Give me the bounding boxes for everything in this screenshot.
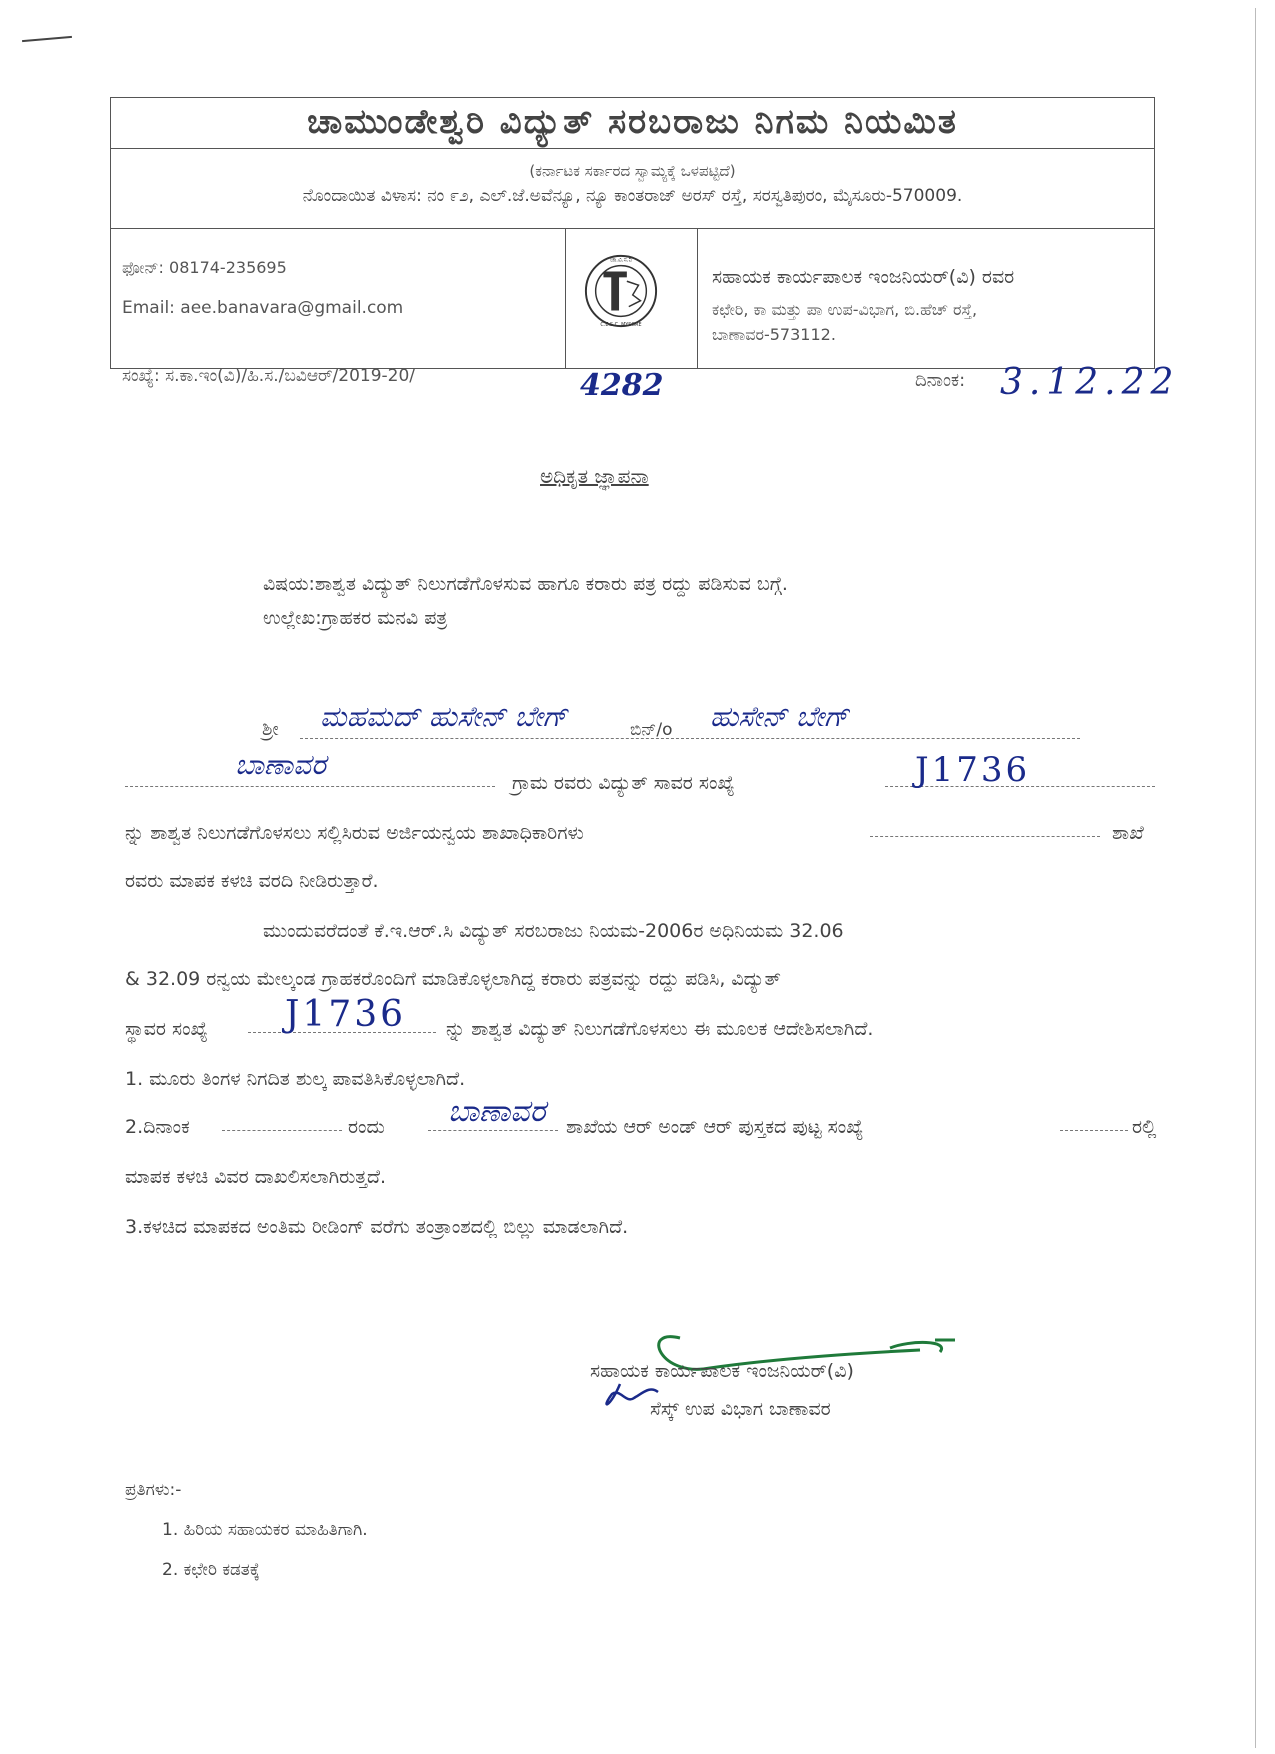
scan-mark: [22, 36, 72, 42]
father-name-handwritten: ಹುಸೇನ್ ಬೇಗ್: [710, 700, 849, 733]
date-handwritten: 3.12.22: [1000, 362, 1180, 403]
son-of-label: ಬಿನ್/o: [630, 720, 673, 740]
logo-text-bottom: C.E.S.C. MYSORE: [600, 322, 642, 329]
scan-edge-line: [1255, 8, 1256, 1748]
shri-label: ಶ್ರೀ: [262, 718, 279, 740]
office-line-3: ಬಾಣಾವರ-573112.: [712, 325, 836, 344]
item-2-branch-underline: [428, 1130, 558, 1131]
letterhead-divider-1: [110, 148, 1155, 149]
copies-label: ಪ್ರತಿಗಳು:-: [125, 1480, 182, 1500]
letterhead-vdivider-2: [697, 228, 698, 369]
item-2-on-label: ರಂದು: [348, 1116, 385, 1138]
copies-item-2: 2. ಕಛೇರಿ ಕಡತಕ್ಕೆ: [162, 1560, 260, 1580]
item-2-date-label: 2.ದಿನಾಂಕ: [125, 1116, 190, 1138]
phone-number: ಫೋನ್: 08174-235695: [122, 258, 287, 277]
office-line-1: ಸಹಾಯಕ ಕಾರ್ಯಪಾಲಕ ಇಂಜನಿಯರ್(ವಿ) ರವರ: [712, 266, 1015, 288]
body-line-4: ರವರು ಮಾಪಕ ಕಳಚಿ ವರದಿ ನೀಡಿರುತ್ತಾರೆ.: [125, 870, 379, 892]
memo-heading: ಅಧಿಕೃತ ಜ್ಞಾಪನಾ: [540, 464, 649, 488]
item-2-date-underline: [222, 1130, 342, 1131]
para2-line-1: ಮುಂದುವರೆದಂತೆ ಕೆ.ಇ.ಆರ್.ಸಿ ವಿದ್ಯುತ್ ಸರಬರಾಜು ನಿಯಮ-2006ರ ಅಧಿನಿಯಮ 32.06: [263, 920, 844, 942]
para2-line-2: & 32.09 ರನ್ವಯ ಮೇಲ್ಕಂಡ ಗ್ರಾಹಕರೊಂದಿಗೆ ಮಾಡಿಕೊಳ್ಳಲಾಗಿದ್ದ ಕರಾರು ಪತ್ರವನ್ನು ರದ್ದು ಪಡಿಸಿ, ವಿದ್ಯುತ್: [125, 968, 781, 990]
office-line-2: ಕಛೇರಿ, ಕಾ ಮತ್ತು ಪಾ ಉಪ-ವಿಭಾಗ, ಬಿ.ಹೆಚ್ ರಸ್ತೆ,: [712, 300, 978, 319]
para2-line-3b: ನ್ನು ಶಾಶ್ವತ ವಿದ್ಯುತ್ ನಿಲುಗಡೆಗೊಳಸಲು ಈ ಮೂಲಕ ಆದೇಶಿಸಲಾಗಿದೆ.: [446, 1018, 874, 1040]
reference-number-label: ಸಂಖ್ಯೆ: ಸ.ಕಾ.ಇಂ(ವಿ)/ಹಿ.ಸ./ಬವಿಆರ್/2019-20/: [122, 366, 416, 386]
item-2-in-label: ರಲ್ಲಿ: [1132, 1116, 1157, 1138]
item-3: 3.ಕಳಚಿದ ಮಾಪಕದ ಅಂತಿಮ ರೀಡಿಂಗ್ ವರೆಗು ತಂತ್ರಾಂಶದಲ್ಲಿ ಬಿಲ್ಲು ಮಾಡಲಾಗಿದೆ.: [125, 1216, 629, 1238]
officer-underline: [870, 836, 1100, 837]
item-2-line-2: ಮಾಪಕ ಕಳಚಿ ವಿವರ ದಾಖಲಿಸಲಾಗಿರುತ್ತದೆ.: [125, 1166, 387, 1188]
company-address: ನೊಂದಾಯಿತ ವಿಳಾಸ: ನಂ ೯೨, ಎಲ್.ಜೆ.ಅವೆನ್ಯೂ, ನ್ಯೂ ಕಾಂತರಾಜ್ ಅರಸ್ ರಸ್ತೆ, ಸರಸ್ವತಿಪುರಂ, ಮೈಸೂರು-570009.: [302, 186, 963, 206]
copies-item-1: 1. ಹಿರಿಯ ಸಹಾಯಕರ ಮಾಹಿತಿಗಾಗಿ.: [162, 1520, 368, 1540]
village-handwritten: ಬಾಣಾವರ: [235, 748, 326, 781]
item-2-page-underline: [1060, 1130, 1128, 1131]
name-underline: [300, 738, 1080, 739]
company-title: ಚಾಮುಂಡೇಶ್ವರಿ ವಿದ್ಯುತ್ ಸರಬರಾಜು ನಿಗಮ ನಿಯಮಿತ: [307, 102, 958, 142]
reference-line: ಉಲ್ಲೇಖ:ಗ್ರಾಹಕರ ಮನವಿ ಪತ್ರ: [263, 607, 448, 629]
date-label: ದಿನಾಂಕ:: [915, 370, 966, 391]
item-1: 1. ಮೂರು ತಿಂಗಳ ನಿಗದಿತ ಶುಲ್ಕ ಪಾವತಿಸಿಕೊಳ್ಳಲಾಗಿದೆ.: [125, 1068, 466, 1090]
signatory-office: ಸೆಸ್ಕ್ ಉಪ ವಿಭಾಗ ಬಾಣಾವರ: [650, 1398, 831, 1420]
letterhead-vdivider-1: [565, 228, 566, 369]
customer-name-handwritten: ಮಹಮದ್ ಹುಸೇನ್ ಬೇಗ್: [320, 700, 568, 733]
para2-line-3a: ಸ್ಥಾವರ ಸಂಖ್ಯೆ: [125, 1018, 208, 1040]
signatory-designation: ಸಹಾಯಕ ಕಾರ್ಯಪಾಲಕ ಇಂಜನಿಯರ್(ವಿ): [590, 1360, 854, 1382]
company-subtitle: (ಕರ್ನಾಟಕ ಸರ್ಕಾರದ ಸ್ವಾಮ್ಯಕ್ಕೆ ಒಳಪಟ್ಟಿದೆ): [529, 162, 736, 180]
email-address: Email: aee.banavara@gmail.com: [122, 298, 404, 318]
item-2-book-text: ಶಾಖೆಯ ಆರ್ ಅಂಡ್ ಆರ್ ಪುಸ್ತಕದ ಪುಟ್ಟ ಸಂಖ್ಯೆ: [566, 1116, 864, 1138]
body-line-3-end: ಶಾಖೆ: [1112, 822, 1144, 844]
body-line-2: ಗ್ರಾಮ ರವರು ವಿದ್ಯುತ್ ಸಾವರ ಸಂಖ್ಯೆ: [512, 772, 735, 794]
cesc-logo-icon: [582, 252, 660, 330]
village-underline: [125, 786, 495, 787]
letterhead-divider-2: [110, 228, 1155, 229]
logo-text-top: ಚಾ.ವಿ.ಸ.ನಿ: [610, 257, 632, 264]
reference-number-handwritten: 4282: [580, 368, 664, 403]
item-2-branch-handwritten: ಬಾಣಾವರ: [448, 1094, 546, 1129]
para2-rr-handwritten: J1736: [285, 994, 407, 1035]
subject-line: ವಿಷಯ:ಶಾಶ್ವತ ವಿದ್ಯುತ್ ನಿಲುಗಡೆಗೊಳಸುವ ಹಾಗೂ ಕರಾರು ಪತ್ರ ರದ್ದು ಪಡಿಸುವ ಬಗ್ಗೆ.: [263, 573, 788, 595]
body-line-3: ನ್ನು ಶಾಶ್ವತ ನಿಲುಗಡೆಗೊಳಸಲು ಸಲ್ಲಿಸಿರುವ ಅರ್ಜಿಯನ್ವಯ ಶಾಖಾಧಿಕಾರಿಗಳು: [125, 822, 584, 844]
rr-number-handwritten: J1736: [915, 750, 1031, 790]
